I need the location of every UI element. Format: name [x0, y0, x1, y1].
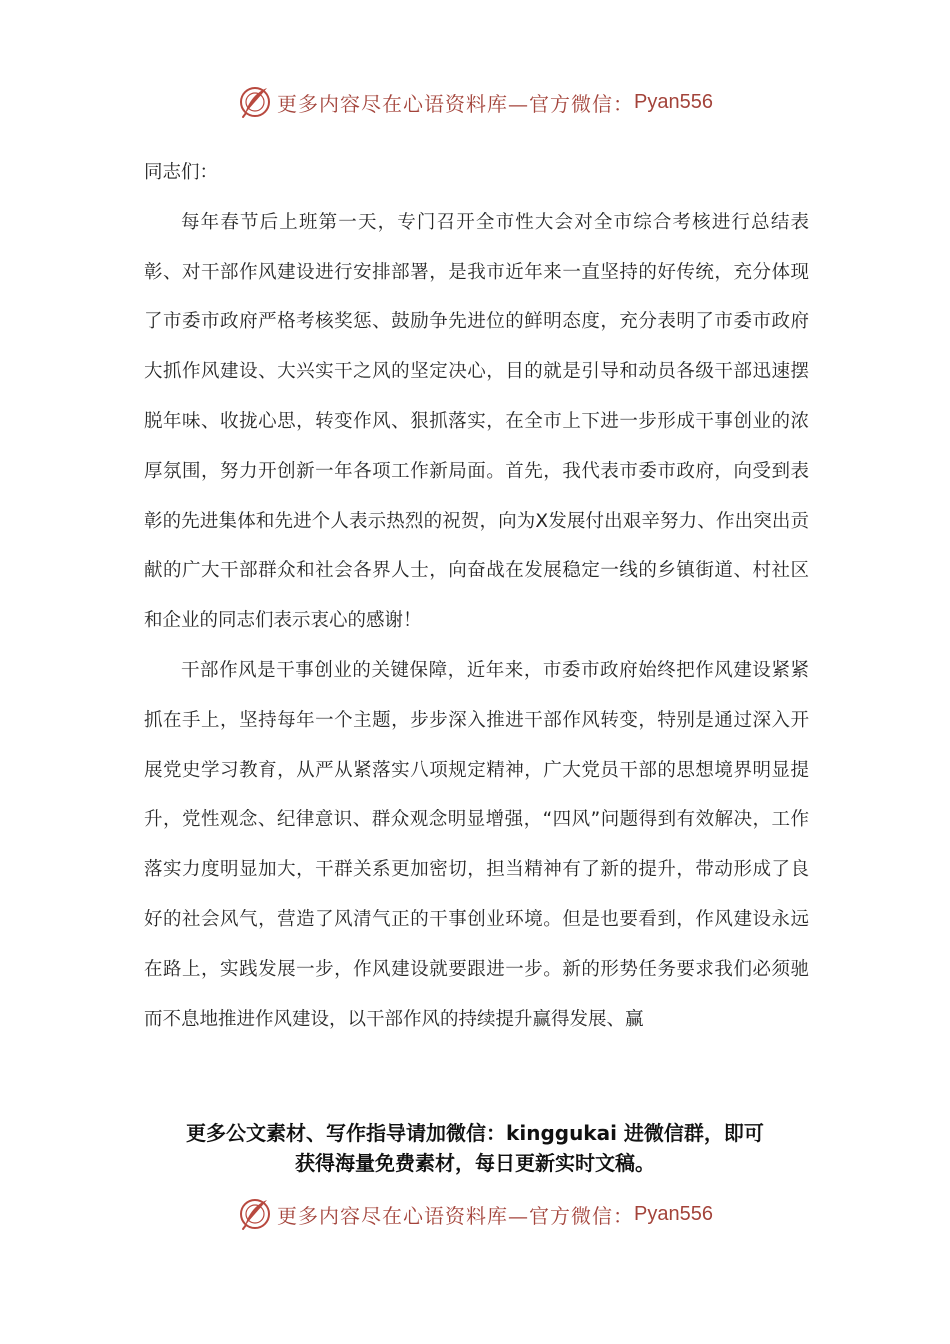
footer-promo-note — [120, 1118, 830, 1178]
quill-pen-icon — [237, 84, 273, 120]
footer-banner — [0, 1192, 950, 1236]
footer-slogan: 更多内容尽在心语资料库—官方微信： — [277, 1203, 635, 1228]
salutation: 同志们： — [144, 162, 219, 183]
header-wechat-handle: Pyan556 — [634, 90, 713, 113]
footer-promo-line-2: 获得海量免费素材，每日更新实时文稿。 — [295, 1151, 655, 1175]
document-body — [144, 148, 809, 1044]
paragraph-2: 干部作风是干事创业的关键保障，近年来，市委市政府始终把作风建设紧紧抓在手上，坚持每年一个主题，步步深入推进干部作风转变，特别是通过深入开展党史学习教育，从严从紧落实八项规定精神，广大党员干部的思想境界明显提升，党性观念、纪律意识、群众观念明显增强，“四风”问题得到有效解决，工作落实力度明显加大，干群关系更加密切，担当精神有了新的提升，带动形成了良好的社会风气，营造了风清气正的干事创业环境。但是也要看到，作风建设永远在路上，实践发展一步，作风建设就要跟进一步。新的形势任务要求我们必须驰而不息地推进作风建设，以干部作风的持续提升赢得发展、赢 — [144, 659, 809, 1030]
footer-wechat-handle: Pyan556 — [634, 1202, 713, 1225]
header-banner — [0, 80, 950, 124]
footer-promo-line-1: 更多公文素材、写作指导请加微信：kinggukai 进微信群，即可 — [186, 1121, 764, 1145]
paragraph-1: 每年春节后上班第一天，专门召开全市性大会对全市综合考核进行总结表彰、对干部作风建设进行安排部署，是我市近年来一直坚持的好传统，充分体现了市委市政府严格考核奖惩、鼓励争先进位的鲜明态度，充分表明了市委市政府大抓作风建设、大兴实干之风的坚定决心，目的就是引导和动员各级干部迅速摆脱年味、收拢心思，转变作风、狠抓落实，在全市上下进一步形成干事创业的浓厚氛围，努力开创新一年各项工作新局面。首先，我代表市委市政府，向受到表彰的先进集体和先进个人表示热烈的祝贺，向为X发展付出艰辛努力、作出突出贡献的广大干部群众和社会各界人士，向奋战在发展稳定一线的乡镇街道、村社区和企业的同志们表示衷心的感谢！ — [144, 211, 809, 632]
header-slogan: 更多内容尽在心语资料库—官方微信： — [277, 91, 635, 116]
quill-pen-icon — [237, 1196, 273, 1232]
